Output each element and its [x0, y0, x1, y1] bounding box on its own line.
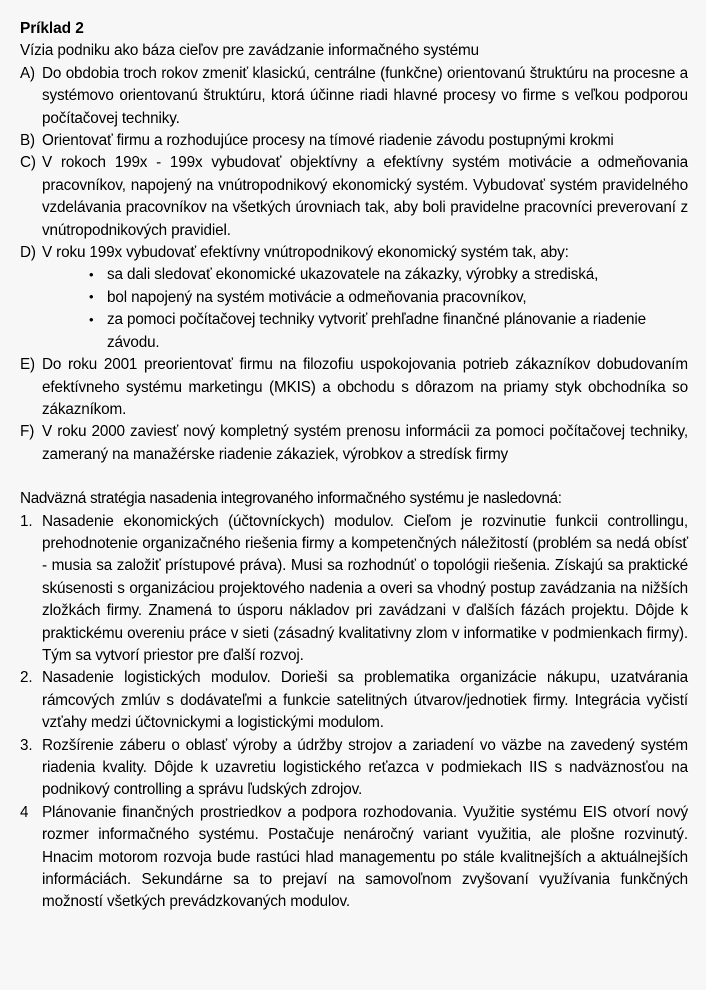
numbered-marker-1: 1. — [20, 512, 33, 530]
list-item-a — [20, 63, 688, 130]
numbered-marker-4: 4 — [20, 803, 29, 821]
numbered-item-1 — [20, 511, 688, 668]
list-item-d — [20, 242, 688, 264]
bullet-icon: • — [89, 311, 94, 327]
list-item-c-text: V rokoch 199x - 199x vybudovať objektívny a efektívny systém motivácie a odmeňovania pracovníkov, napojený na vnútropodnikový ekonomický systém. Vybudovať systém pravidelného vzdelávania pracovníkov na všetkých úrovniach tak, aby boli pravidelne pracovníci preverovaní z vnútropodnikových pravidiel. — [42, 154, 688, 239]
list-marker-a: A) — [20, 64, 35, 82]
numbered-item-4-text: Plánovanie finančných prostriedkov a podpora rozhodovania. Využitie systému EIS otvorí nový rozmer informačného systému. Postačuje nenáročný variant využitia, ale plošne rozvinutý. Hnacim motorom rozvoja bude rastúci hlad managementu po stále kvalitnejších a aktuálnejších informáciách. Sekundárne sa to prejaví na samovoľnom zvyšovaní využívania funkčných možností všetkých prevádzkovaných modulov. — [42, 803, 688, 911]
page-title: Príklad 2 — [20, 20, 84, 37]
list-item-a-text: Do obdobia troch rokov zmeniť klasickú, centrálne (funkčne) orientovanú štruktúru na procesne a systémovo orientovanú štruktúru, ktorá účinne riadi hlavné procesy vo firme s veľkou podporou počítačovej techniky. — [42, 64, 688, 127]
list-marker-d: D) — [20, 244, 36, 262]
list-item-d-text: V roku 199x vybudovať efektívny vnútropodnikový ekonomický systém tak, aby: — [42, 244, 569, 262]
numbered-item-2-text: Nasadenie logistických modulov. Dorieši sa problematika organizácie nákupu, uzatvárania rámcových zmlúv s dodávateľmi a funkcie satelitných útvarov/jednotiek firmy. Integrácia vyčistí vzťahy medzi účtovnickymi a logistickými modulom. — [42, 669, 688, 732]
list-item-b-text: Orientovať firmu a rozhodujúce procesy na tímové riadenie závodu postupnými krokmi — [42, 132, 614, 150]
list-item — [89, 264, 688, 286]
bullet-item-text: za pomoci počítačovej techniky vytvoriť prehľadne finančné plánovanie a riadenie závodu. — [107, 311, 647, 351]
list-item-f-text: V roku 2000 zaviesť nový kompletný systém prenosu informácii za pomoci počítačovej techniky, zameraný na manažérske riadenie zákaziek, výrobkov a stredísk firmy — [42, 423, 688, 463]
bullet-list — [18, 264, 688, 354]
numbered-item-3 — [20, 735, 688, 802]
list-item-e-text: Do roku 2001 preorientovať firmu na filozofiu uspokojovania potrieb zákazníkov dobudovaním efektívneho systému marketingu (MKIS) a obchodu s dôrazom na priamy styk obchodníka so zákazníkom. — [42, 356, 688, 418]
list-marker-b: B) — [20, 132, 35, 150]
numbered-item-1-text: Nasadenie ekonomických (účtovníckych) modulov. Cieľom je rozvinutie funkcii controllingu, prehodnotenie organizačného riešenia firmy a kompetenčných náležitostí (problém sa nedá obísť - musia sa založiť prístupové práva). Musi sa rozhodnúť o topológii riešenia. Získajú sa praktické skúsenosti s organizáciou projektového nadenia a overi sa vhodný postup zavádzania na nižších zložkách firmy. Znamená to úsporu nákladov pri zavádzani v ďalších fázách projektu. Dôjde k praktickému overeniu práce v sieti (zásadný kvalitativny zlom v informatike v podmienkach firmy). Tým sa vytvorí priestor pre ďalší rozvoj. — [42, 512, 688, 664]
numbered-item-2 — [20, 667, 688, 734]
bullet-item-text: sa dali sledovať ekonomické ukazovatele na zákazky, výrobky a strediská, — [107, 266, 599, 284]
list-item-c — [20, 152, 688, 242]
bullet-item-text: bol napojený na systém motivácie a odmeňovania pracovníkov, — [107, 288, 527, 306]
numbered-item-4 — [20, 802, 688, 914]
numbered-marker-3: 3. — [20, 736, 33, 754]
list-marker-c: C) — [20, 154, 36, 172]
numbered-item-3-text: Rozšírenie záberu o oblasť výroby a údržby strojov a zariadení vo väzbe na zavedený systém riadenia kvality. Dôjde k uzavretiu logistického reťazca v podmiekach IIS s nadväznosťou na podnikový controlling a správu ľudských zdrojov. — [42, 736, 688, 799]
list-item-f — [20, 421, 688, 466]
bullet-icon: • — [89, 266, 94, 282]
bullet-icon: • — [89, 289, 94, 305]
list-item — [89, 287, 688, 309]
list-item-b — [20, 130, 688, 152]
list-marker-f: F) — [20, 423, 35, 441]
strategy-lead-line: Nadväzná stratégia nasadenia integrovaného informačného systému je nasledovná: — [20, 490, 562, 508]
numbered-marker-2: 2. — [20, 669, 33, 687]
section-spacer — [18, 466, 688, 488]
list-item — [89, 309, 688, 354]
list-marker-e: E) — [20, 356, 35, 374]
document-subtitle: Vízia podniku ako báza cieľov pre zavádzanie informačného systému — [20, 42, 479, 60]
list-item-e — [20, 354, 688, 421]
